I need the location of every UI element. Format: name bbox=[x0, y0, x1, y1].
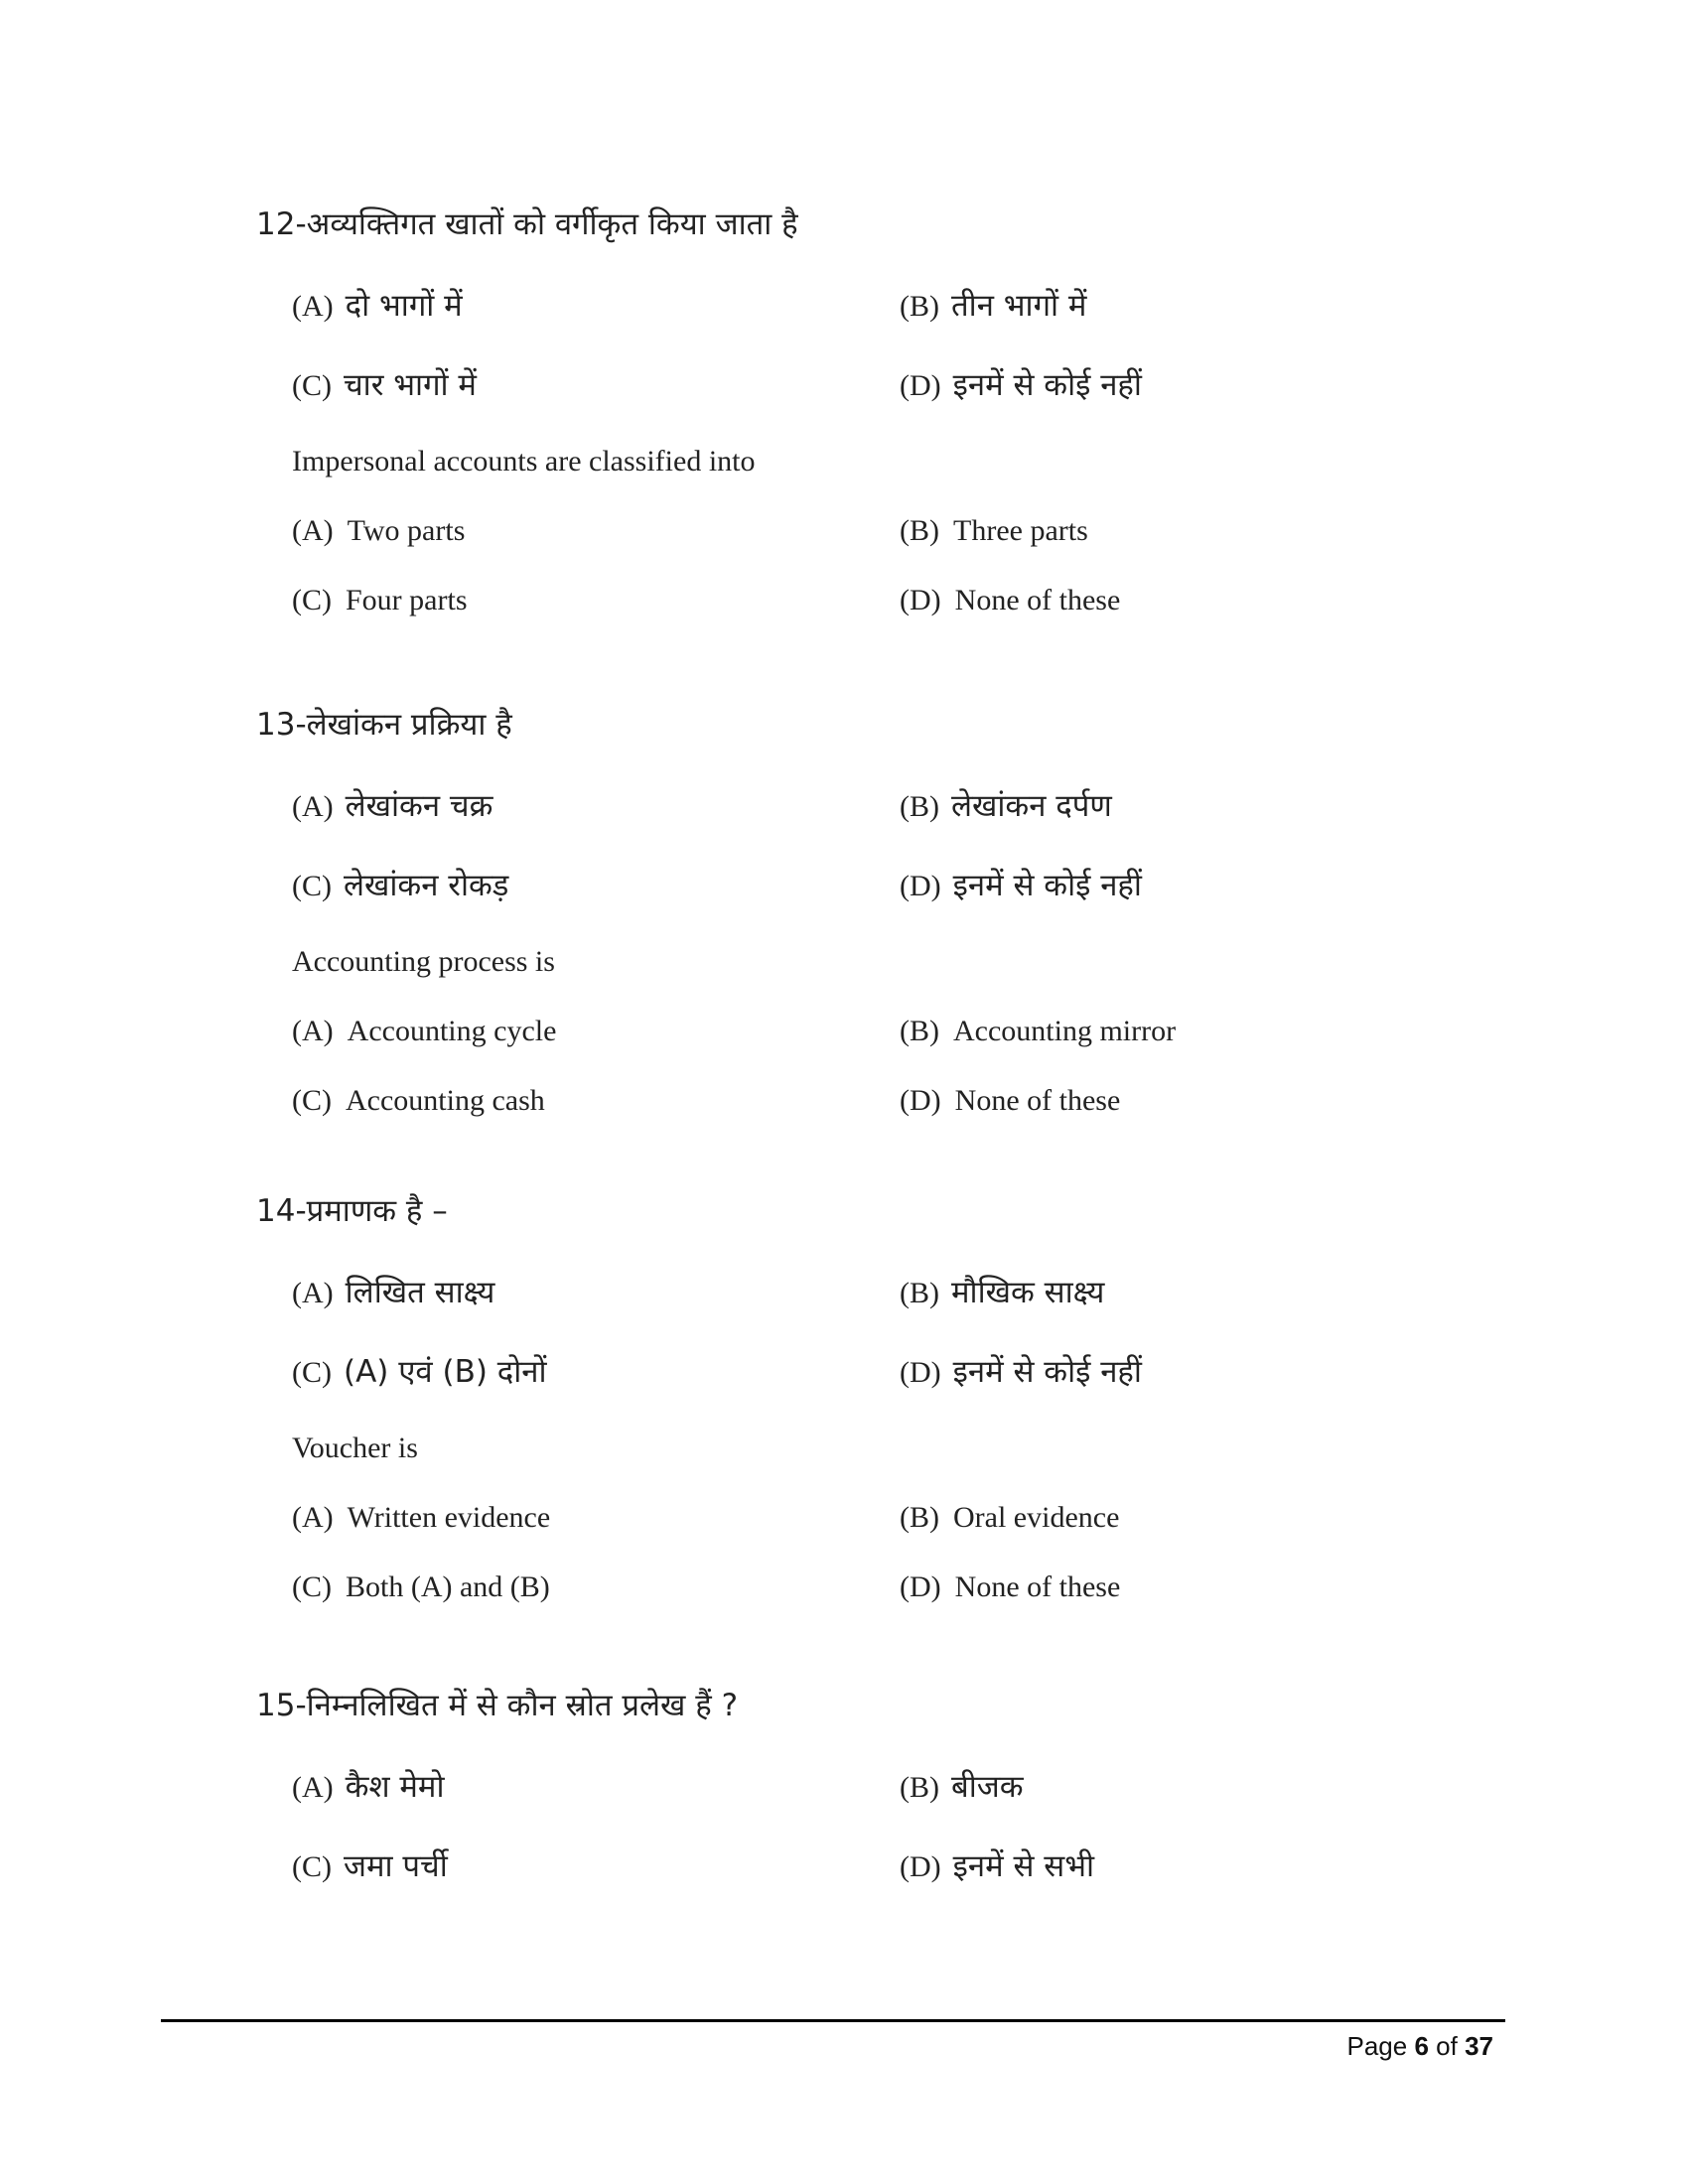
page-prefix: Page bbox=[1346, 2031, 1408, 2061]
q13-en-option-d[interactable]: (D) None of these bbox=[900, 1084, 1121, 1117]
q12-hi-option-d[interactable]: (D) इनमें से कोई नहीं bbox=[900, 367, 1142, 403]
q13-en-option-c[interactable]: (C) Accounting cash bbox=[292, 1084, 545, 1117]
q13-hi-option-d[interactable]: (D) इनमें से कोई नहीं bbox=[900, 868, 1142, 903]
page-separator: of bbox=[1436, 2031, 1458, 2061]
q12-hi-option-b[interactable]: (B) तीन भागों में bbox=[900, 288, 1087, 324]
q12-hi-option-c[interactable]: (C) चार भागों में bbox=[292, 367, 477, 403]
question-12-hindi: 12-अव्यक्तिगत खातों को वर्गीकृत किया जाता है bbox=[256, 206, 798, 242]
q13-hi-option-c[interactable]: (C) लेखांकन रोकड़ bbox=[292, 868, 509, 903]
question-15-hindi: 15-निम्नलिखित में से कौन स्रोत प्रलेख हैं ? bbox=[256, 1688, 739, 1723]
footer-divider bbox=[161, 2019, 1505, 2022]
q14-en-option-b[interactable]: (B) Oral evidence bbox=[900, 1501, 1120, 1534]
q14-en-option-d[interactable]: (D) None of these bbox=[900, 1570, 1121, 1603]
question-13-english: Accounting process is bbox=[292, 945, 555, 978]
q12-hi-option-a[interactable]: (A) दो भागों में bbox=[292, 288, 463, 324]
q12-en-option-a[interactable]: (A) Two parts bbox=[292, 514, 466, 547]
q12-en-option-d[interactable]: (D) None of these bbox=[900, 584, 1121, 616]
q14-hi-option-a[interactable]: (A) लिखित साक्ष्य bbox=[292, 1275, 495, 1310]
q12-en-option-b[interactable]: (B) Three parts bbox=[900, 514, 1088, 547]
q14-en-option-c[interactable]: (C) Both (A) and (B) bbox=[292, 1570, 550, 1603]
q14-hi-option-b[interactable]: (B) मौखिक साक्ष्य bbox=[900, 1275, 1105, 1310]
q13-en-option-a[interactable]: (A) Accounting cycle bbox=[292, 1015, 557, 1047]
q15-hi-option-d[interactable]: (D) इनमें से सभी bbox=[900, 1848, 1095, 1884]
question-14-english: Voucher is bbox=[292, 1432, 418, 1464]
page-current: 6 bbox=[1414, 2031, 1429, 2061]
q13-hi-option-b[interactable]: (B) लेखांकन दर्पण bbox=[900, 788, 1112, 824]
q15-hi-option-c[interactable]: (C) जमा पर्ची bbox=[292, 1848, 448, 1884]
question-12-english: Impersonal accounts are classified into bbox=[292, 445, 756, 478]
q15-hi-option-b[interactable]: (B) बीजक bbox=[900, 1769, 1024, 1805]
q13-en-option-b[interactable]: (B) Accounting mirror bbox=[900, 1015, 1177, 1047]
q14-en-option-a[interactable]: (A) Written evidence bbox=[292, 1501, 551, 1534]
q13-hi-option-a[interactable]: (A) लेखांकन चक्र bbox=[292, 788, 493, 824]
question-14-hindi: 14-प्रमाणक है – bbox=[256, 1193, 448, 1229]
page-total: 37 bbox=[1465, 2031, 1493, 2061]
q14-hi-option-c[interactable]: (C) (A) एवं (B) दोनों bbox=[292, 1354, 547, 1390]
q15-hi-option-a[interactable]: (A) कैश मेमो bbox=[292, 1769, 445, 1805]
page-number bbox=[1346, 2031, 1493, 2062]
question-13-hindi: 13-लेखांकन प्रक्रिया है bbox=[256, 707, 512, 743]
q12-en-option-c[interactable]: (C) Four parts bbox=[292, 584, 468, 616]
q14-hi-option-d[interactable]: (D) इनमें से कोई नहीं bbox=[900, 1354, 1142, 1390]
